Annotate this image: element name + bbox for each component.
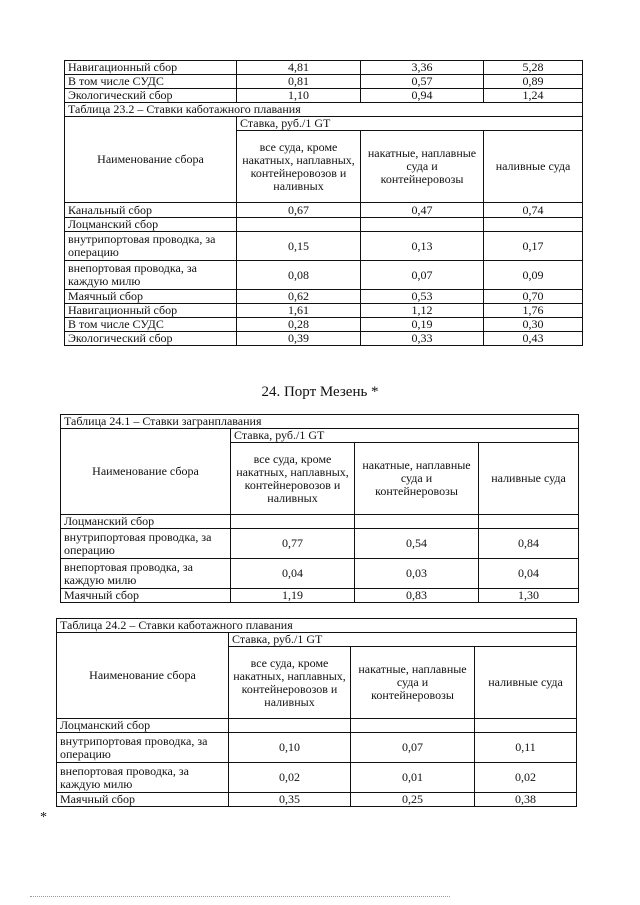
column-header-roro-container: накатные, наплавные суда и контейнеровозы xyxy=(351,647,475,719)
scan-artifact xyxy=(30,896,450,901)
table-row xyxy=(57,793,577,807)
fee-name: внутрипортовая проводка, за операцию xyxy=(57,733,229,763)
rate-all-vessels: 1,61 xyxy=(237,304,361,318)
table-row xyxy=(65,304,583,318)
fee-name: В том числе СУДС xyxy=(65,318,237,332)
column-header-tankers: наливные суда xyxy=(475,647,577,719)
table-caption: Таблица 23.2 – Ставки каботажного плавания xyxy=(65,103,583,117)
rate-all-vessels: 1,19 xyxy=(231,589,355,603)
rate-roro-container xyxy=(351,719,475,733)
footnote-mark: * xyxy=(40,810,47,825)
fee-name: внутрипортовая проводка, за операцию xyxy=(65,232,237,261)
rate-tankers: 0,84 xyxy=(479,529,579,559)
column-header-all-vessels: все суда, кроме накатных, наплавных, контейнеровозов и наливных xyxy=(237,131,361,203)
rate-tankers: 0,02 xyxy=(475,763,577,793)
rate-tankers: 0,17 xyxy=(484,232,583,261)
table-row xyxy=(61,589,579,603)
rate-tankers: 0,74 xyxy=(484,203,583,218)
table-row xyxy=(57,733,577,763)
column-header-all-vessels: все суда, кроме накатных, наплавных, контейнеровозов и наливных xyxy=(229,647,351,719)
rate-tankers: 1,76 xyxy=(484,304,583,318)
column-header-fee-name: Наименование сбора xyxy=(65,117,237,203)
rate-roro-container: 0,83 xyxy=(355,589,479,603)
rate-roro-container: 0,19 xyxy=(361,318,484,332)
rate-tankers xyxy=(484,218,583,232)
rate-roro-container: 1,12 xyxy=(361,304,484,318)
table-row xyxy=(61,559,579,589)
rate-tankers: 1,30 xyxy=(479,589,579,603)
table-row xyxy=(65,232,583,261)
table-24-1 xyxy=(60,414,579,603)
fee-name: Канальный сбор xyxy=(65,203,237,218)
table-row xyxy=(57,719,577,733)
table-caption: Таблица 24.1 – Ставки загранплавания xyxy=(61,415,579,429)
table-row xyxy=(65,318,583,332)
rate-tankers: 0,04 xyxy=(479,559,579,589)
rate-roro-container: 0,01 xyxy=(351,763,475,793)
fee-name: внутрипортовая проводка, за операцию xyxy=(61,529,231,559)
fee-name: внепортовая проводка, за каждую милю xyxy=(61,559,231,589)
fee-name: Маячный сбор xyxy=(61,589,231,603)
rate-all-vessels: 0,62 xyxy=(237,290,361,304)
section-heading: 24. Порт Мезень * xyxy=(261,384,379,400)
rate-all-vessels: 0,02 xyxy=(229,763,351,793)
fee-name: Навигационный сбор xyxy=(65,61,237,75)
rate-tankers: 0,11 xyxy=(475,733,577,763)
rate-tankers: 5,28 xyxy=(484,61,583,75)
rate-all-vessels: 0,15 xyxy=(237,232,361,261)
column-header-roro-container: накатные, наплавные суда и контейнеровозы xyxy=(361,131,484,203)
table-row xyxy=(65,261,583,290)
rate-all-vessels: 0,08 xyxy=(237,261,361,290)
table-row xyxy=(61,515,579,529)
rate-all-vessels: 0,39 xyxy=(237,332,361,346)
rate-all-vessels xyxy=(231,515,355,529)
rate-roro-container xyxy=(355,515,479,529)
rate-roro-container: 0,13 xyxy=(361,232,484,261)
rate-roro-container: 0,57 xyxy=(361,75,484,89)
rate-tankers: 0,38 xyxy=(475,793,577,807)
table-row xyxy=(57,763,577,793)
fee-name: Лоцманский сбор xyxy=(61,515,231,529)
rate-all-vessels: 4,81 xyxy=(237,61,361,75)
rate-tankers: 0,70 xyxy=(484,290,583,304)
column-header-tankers: наливные суда xyxy=(484,131,583,203)
fee-name: внепортовая проводка, за каждую милю xyxy=(57,763,229,793)
fee-name: Навигационный сбор xyxy=(65,304,237,318)
rate-tankers: 0,30 xyxy=(484,318,583,332)
fee-name: Лоцманский сбор xyxy=(65,218,237,232)
rate-all-vessels: 1,10 xyxy=(237,89,361,103)
rate-roro-container: 0,07 xyxy=(361,261,484,290)
fee-name: Экологический сбор xyxy=(65,332,237,346)
table-row xyxy=(65,290,583,304)
column-header-roro-container: накатные, наплавные суда и контейнеровозы xyxy=(355,443,479,515)
rate-all-vessels: 0,28 xyxy=(237,318,361,332)
table-caption: Таблица 24.2 – Ставки каботажного плавания xyxy=(57,619,577,633)
rate-all-vessels: 0,67 xyxy=(237,203,361,218)
rate-roro-container: 0,53 xyxy=(361,290,484,304)
column-header-tankers: наливные суда xyxy=(479,443,579,515)
rate-tankers xyxy=(475,719,577,733)
table-row xyxy=(65,89,583,103)
rate-all-vessels: 0,04 xyxy=(231,559,355,589)
table-row xyxy=(65,218,583,232)
table-row xyxy=(65,332,583,346)
column-header-all-vessels: все суда, кроме накатных, наплавных, контейнеровозов и наливных xyxy=(231,443,355,515)
rate-all-vessels: 0,35 xyxy=(229,793,351,807)
rate-all-vessels: 0,10 xyxy=(229,733,351,763)
fee-name: Маячный сбор xyxy=(65,290,237,304)
rate-roro-container: 0,25 xyxy=(351,793,475,807)
table-row xyxy=(65,61,583,75)
table-row xyxy=(61,529,579,559)
table-row xyxy=(65,75,583,89)
rate-all-vessels xyxy=(237,218,361,232)
rate-tankers xyxy=(479,515,579,529)
rate-tankers: 0,43 xyxy=(484,332,583,346)
fee-name: внепортовая проводка, за каждую милю xyxy=(65,261,237,290)
rate-all-vessels xyxy=(229,719,351,733)
column-header-fee-name: Наименование сбора xyxy=(61,429,231,515)
rate-roro-container xyxy=(361,218,484,232)
fee-name: Экологический сбор xyxy=(65,89,237,103)
rate-roro-container: 0,54 xyxy=(355,529,479,559)
rate-roro-container: 0,07 xyxy=(351,733,475,763)
rate-roro-container: 3,36 xyxy=(361,61,484,75)
fee-name: В том числе СУДС xyxy=(65,75,237,89)
rate-roro-container: 0,03 xyxy=(355,559,479,589)
column-header-fee-name: Наименование сбора xyxy=(57,633,229,719)
table-23-2 xyxy=(64,60,583,346)
fee-name: Маячный сбор xyxy=(57,793,229,807)
table-row xyxy=(65,203,583,218)
fee-name: Лоцманский сбор xyxy=(57,719,229,733)
rate-roro-container: 0,47 xyxy=(361,203,484,218)
rate-roro-container: 0,33 xyxy=(361,332,484,346)
rate-tankers: 0,09 xyxy=(484,261,583,290)
rate-all-vessels: 0,81 xyxy=(237,75,361,89)
rate-roro-container: 0,94 xyxy=(361,89,484,103)
rate-tankers: 0,89 xyxy=(484,75,583,89)
rate-tankers: 1,24 xyxy=(484,89,583,103)
rate-all-vessels: 0,77 xyxy=(231,529,355,559)
column-header-rate: Ставка, руб./1 GT xyxy=(237,117,583,131)
table-24-2 xyxy=(56,618,577,807)
column-header-rate: Ставка, руб./1 GT xyxy=(231,429,579,443)
column-header-rate: Ставка, руб./1 GT xyxy=(229,633,577,647)
